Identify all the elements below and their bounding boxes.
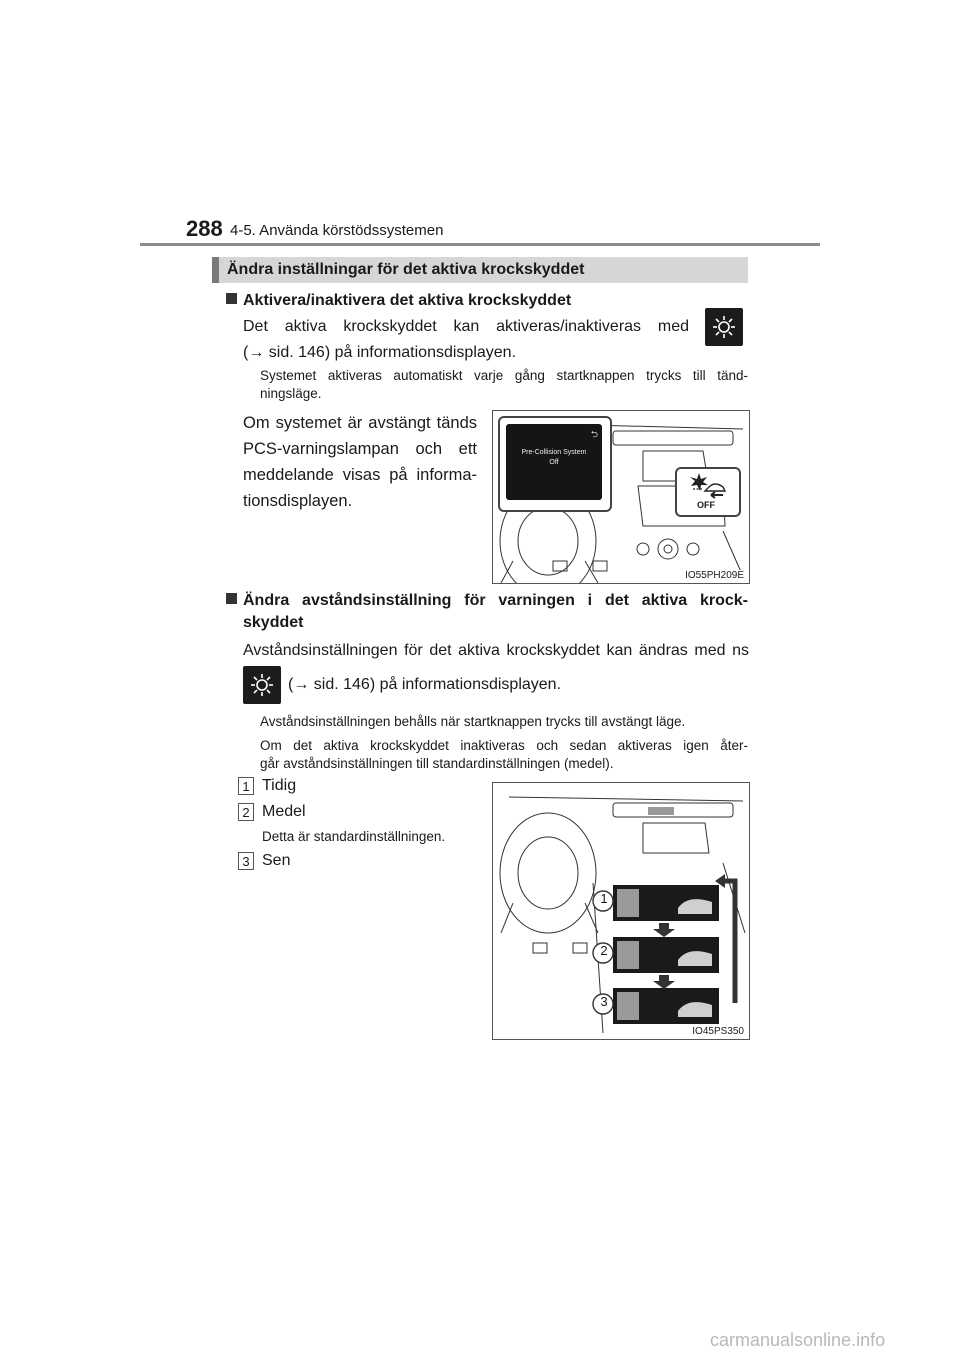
settings-gear-icon [243, 666, 281, 704]
info-display-screen [506, 424, 602, 500]
part1-off-text [243, 410, 477, 514]
return-icon: ⮌ [590, 429, 598, 439]
part2-note2-line2: går avståndsinställningen till standardinställningen (medel). [260, 756, 614, 771]
dashboard-figure-1 [492, 410, 750, 584]
option-number: 2 [238, 803, 254, 821]
bullet-square-icon [226, 293, 237, 304]
figure-code: IO55PH209E [685, 570, 744, 581]
watermark: carmanualsonline.info [710, 1330, 886, 1350]
part1-text-line1: Det aktiva krockskyddet kan aktiveras/inaktiveras med [243, 318, 689, 335]
section-heading-bar [212, 257, 748, 283]
option-medium-note: Detta är standardinställningen. [262, 829, 446, 844]
part2-heading-line1: Ändra avståndsinställning för varningen i det aktiva krock- [243, 592, 748, 609]
figure-code: IO45PS350 [692, 1026, 744, 1037]
section-heading: Ändra inställningar för det aktiva krockskyddet [227, 261, 585, 278]
page-number: 288 [186, 216, 223, 241]
screen-line1: Pre-Collision System [521, 449, 587, 456]
settings-gear-icon [705, 308, 743, 346]
part1-note-line1: Systemet aktiveras automatiskt varje gång startknappen trycks till tänd- [260, 368, 748, 383]
pcs-warning-icon [685, 471, 729, 499]
chapter-title: 4-5. Använda körstödssystemen [230, 222, 444, 239]
part2-note2 [260, 737, 748, 773]
bullet-square-icon [226, 593, 237, 604]
part1-heading [226, 292, 571, 310]
option-number: 1 [238, 777, 254, 795]
lamp-off-label: OFF [697, 500, 715, 510]
part1-heading-text: Aktivera/inaktivera det aktiva krockskyddet [243, 292, 572, 309]
part2-text-line2: (→ sid. 146) på informationsdisplayen. [288, 676, 562, 693]
part2-note1: Avståndsinställningen behålls när startknappen trycks till avstängt läge. [260, 714, 686, 729]
distance-panels [613, 885, 719, 1024]
part1-text-line2: (→ sid. 146) på informationsdisplayen. [243, 344, 517, 361]
off-text-line: Om systemet är avstängt tänds [243, 414, 477, 432]
off-text-line: tionsdisplayen. [243, 492, 353, 510]
distance-setting-illustration [493, 783, 749, 1039]
header-divider [140, 243, 820, 246]
panel-label-1: 1 [600, 891, 608, 906]
part2-text-line1: Avståndsinställningen för det aktiva krockskyddet kan ändras med ns [243, 642, 749, 659]
off-text-line: meddelande visas på informa- [243, 466, 477, 484]
part2-note2-line1: Om det aktiva krockskyddet inaktiveras och sedan aktiveras igen åter- [260, 738, 748, 753]
part2-heading-line2: skyddet [243, 614, 304, 631]
part1-note [260, 367, 748, 403]
option-label-medium: Medel [262, 803, 306, 820]
option-number: 3 [238, 852, 254, 870]
screen-line2: Off [549, 459, 559, 466]
part2-heading [226, 592, 748, 632]
panel-label-2: 2 [600, 943, 608, 958]
screen-callout [498, 416, 612, 512]
dashboard-figure-2 [492, 782, 750, 1040]
part1-note-line2: ningsläge. [260, 386, 322, 401]
option-label-late: Sen [262, 852, 291, 869]
option-label-early: Tidig [262, 777, 297, 794]
warning-lamp-callout [675, 467, 741, 517]
off-text-line: PCS-varningslampan och ett [243, 440, 477, 458]
panel-label-3: 3 [600, 994, 608, 1009]
